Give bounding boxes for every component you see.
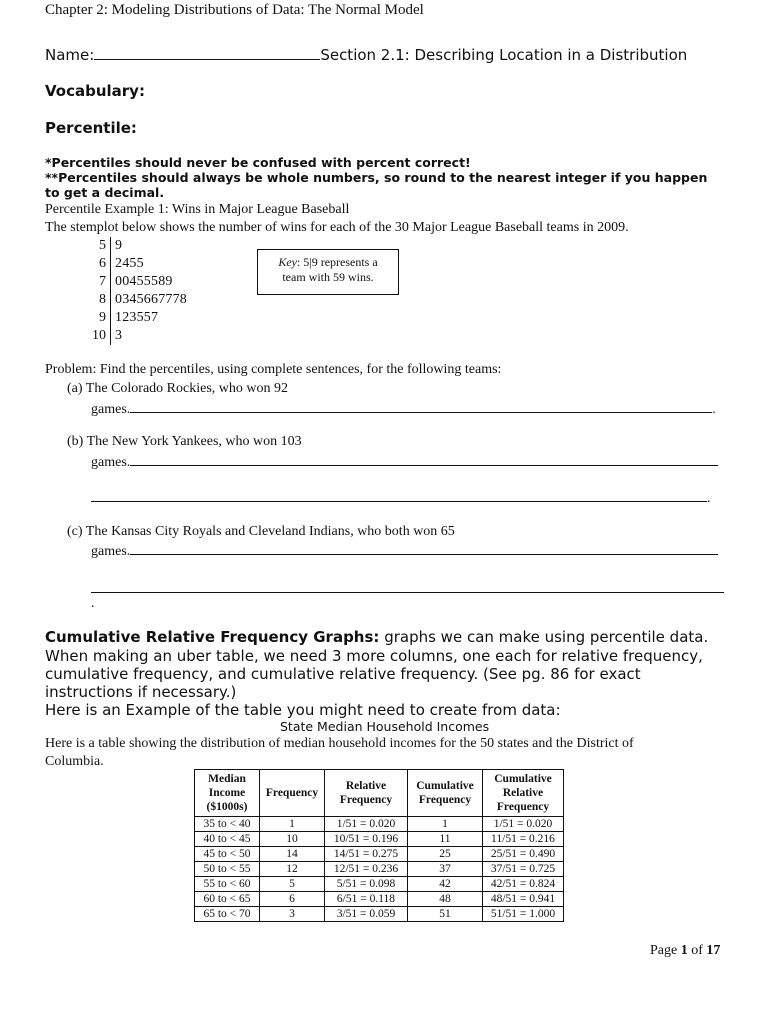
stemplot-row [80,309,158,327]
stemplot-row [80,291,187,309]
answer-b-period: . [707,491,711,506]
col-relative-frequency: Relative Frequency [325,770,408,817]
problem-a [67,381,288,397]
table-cell: 12 [260,862,325,877]
table-cell: 3/51 = 0.059 [325,907,408,922]
name-line [45,46,687,64]
table-row [195,862,564,877]
stemplot-row [80,273,173,291]
percentile-label: Percentile: [45,119,137,137]
table-row [195,892,564,907]
col-median-income: Median Income ($1000s) [195,770,260,817]
table-row [195,817,564,832]
page-total: 17 [706,943,721,958]
crf-line-5: Here is an Example of the table you might need to create from data: [45,701,561,719]
table-cell: 40 to < 45 [195,832,260,847]
table-cell: 42 [408,877,483,892]
of-word: of [687,943,707,958]
table-cell: 65 to < 70 [195,907,260,922]
stemplot-row [80,237,122,255]
table-cell: 5/51 = 0.098 [325,877,408,892]
table-cell: 5 [260,877,325,892]
table-cell: 10 [260,832,325,847]
table-cell: 35 to < 40 [195,817,260,832]
key-text-1: : 5|9 represents a [296,255,378,269]
table-cell: 6 [260,892,325,907]
table-cell: 51 [408,907,483,922]
table-row [195,847,564,862]
table-cell: 60 to < 65 [195,892,260,907]
table-cell: 48 [408,892,483,907]
table-cell: 14/51 = 0.275 [325,847,408,862]
table-cell: 55 to < 60 [195,877,260,892]
problem-b-text: The New York Yankees, who won 103 [86,434,302,449]
table-row [195,907,564,922]
table-cell: 51/51 = 1.000 [483,907,564,922]
table-cell: 1/51 = 0.020 [325,817,408,832]
stem: 5 [80,237,111,255]
crf-heading: Cumulative Relative Frequency Graphs: [45,628,380,646]
table-cell: 11 [408,832,483,847]
table-cell: 48/51 = 0.941 [483,892,564,907]
table-cell: 6/51 = 0.118 [325,892,408,907]
leaves: 3 [115,328,123,343]
leaves: 0345667778 [115,292,187,307]
table-cell: 1 [408,817,483,832]
page-current: 1 [680,943,688,958]
table-cell: 25 [408,847,483,862]
answer-b [91,452,718,471]
answer-b-line-2 [91,488,711,507]
key-text-2: team with 59 wins. [282,270,374,284]
answer-a-games: games. [91,402,131,417]
table-cell: 37/51 = 0.725 [483,862,564,877]
table-caption: State Median Household Incomes [280,719,490,734]
problem-c-label: (c) [67,524,83,539]
chapter-title: Chapter 2: Modeling Distributions of Data: The Normal Model [45,2,424,18]
table-cell: 10/51 = 0.196 [325,832,408,847]
crf-line-1 [45,628,708,646]
answer-c-blank[interactable] [130,541,718,555]
name-label: Name: [45,46,95,64]
note-line-2a: **Percentiles should always be whole numbers, so round to the nearest integer if you happen [45,170,708,185]
example-description: The stemplot below shows the number of wins for each of the 30 Major League Baseball teams in 2009. [45,220,629,235]
answer-a-period: . [712,402,716,417]
problem-intro: Problem: Find the percentiles, using complete sentences, for the following teams: [45,362,502,377]
table-cell: 14 [260,847,325,862]
answer-c-line-2 [91,579,724,598]
crf-line-2: When making an uber table, we need 3 more columns, one each for relative frequency, [45,647,703,665]
note-line-2b: to get a decimal. [45,185,165,200]
table-intro-1: Here is a table showing the distribution of median household incomes for the 50 states and the District of [45,736,634,751]
name-blank[interactable] [94,46,320,60]
leaves: 123557 [115,310,159,325]
table-header-row [195,770,564,817]
table-cell: 37 [408,862,483,877]
table-row [195,877,564,892]
table-cell: 50 to < 55 [195,862,260,877]
problem-a-text: The Colorado Rockies, who won 92 [85,381,288,396]
stemplot-row [80,255,144,273]
page-word: Page [650,943,681,958]
leaves: 00455589 [115,274,173,289]
crf-line-1-rest: graphs we can make using percentile data. [379,628,709,646]
table-cell: 45 to < 50 [195,847,260,862]
answer-c-period: . [91,596,95,611]
table-row [195,832,564,847]
problem-c-text: The Kansas City Royals and Cleveland Indians, who both won 65 [85,524,455,539]
table-cell: 11/51 = 0.216 [483,832,564,847]
page-number [650,943,720,959]
table-intro-2: Columbia. [45,754,104,769]
col-cumulative-relative-frequency: Cumulative Relative Frequency [483,770,564,817]
key-label: Key [278,255,297,269]
problem-a-label: (a) [67,381,83,396]
table-cell: 12/51 = 0.236 [325,862,408,877]
table-cell: 1 [260,817,325,832]
problem-b [67,434,302,450]
note-line-1: *Percentiles should never be confused with percent correct! [45,155,471,170]
table-cell: 3 [260,907,325,922]
example-title: Percentile Example 1: Wins in Major League Baseball [45,202,350,217]
table-cell: 1/51 = 0.020 [483,817,564,832]
answer-c-blank-2[interactable] [91,579,724,593]
table-cell: 25/51 = 0.490 [483,847,564,862]
stem: 7 [80,273,111,291]
stem: 10 [80,327,111,345]
stem: 9 [80,309,111,327]
answer-c-games: games. [91,544,131,559]
stem: 8 [80,291,111,309]
problem-c [67,524,455,540]
stemplot-row [80,327,122,345]
answer-b-blank-2[interactable] [91,488,707,502]
answer-a [91,399,716,418]
frequency-table [194,769,564,922]
stemplot-key [257,249,399,295]
table-cell: 42/51 = 0.824 [483,877,564,892]
answer-c [91,541,718,560]
problem-b-label: (b) [67,434,84,449]
answer-b-games: games. [91,455,131,470]
answer-a-blank[interactable] [130,399,712,413]
section-title: Section 2.1: Describing Location in a Distribution [320,46,688,64]
col-cumulative-frequency: Cumulative Frequency [408,770,483,817]
crf-line-3: cumulative frequency, and cumulative relative frequency. (See pg. 86 for exact [45,665,641,683]
crf-line-4: instructions if necessary.) [45,683,237,701]
leaves: 2455 [115,256,144,271]
leaves: 9 [115,238,123,253]
stem: 6 [80,255,111,273]
col-frequency: Frequency [260,770,325,817]
vocabulary-heading: Vocabulary: [45,82,145,100]
answer-b-blank[interactable] [130,452,718,466]
